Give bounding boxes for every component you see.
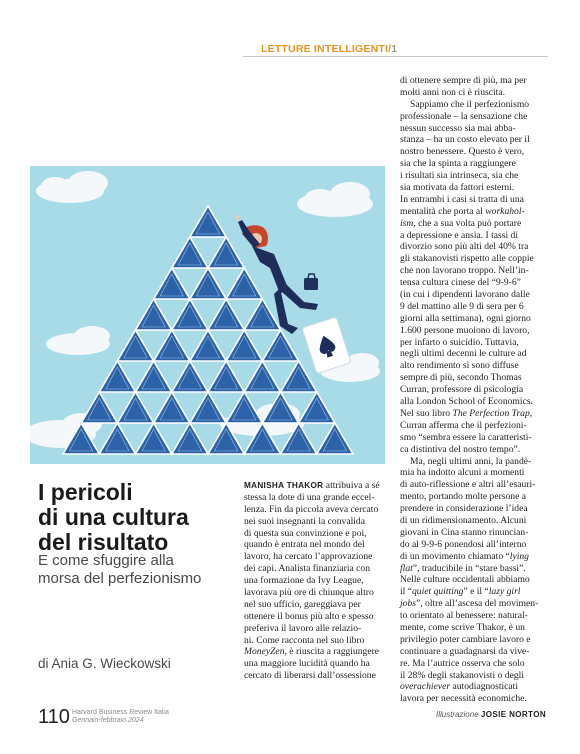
- body-text-run: continuare a guadagnarsi da vive-: [400, 645, 530, 657]
- body-text-run: nessun successo sia mai abba-: [400, 122, 516, 134]
- body-text-line: [400, 241, 550, 253]
- playing-card: [299, 392, 335, 423]
- body-text-line: [400, 313, 550, 325]
- playing-card: [117, 330, 153, 361]
- body-text-run: nel suo ufficio, gareggiava per: [244, 598, 361, 610]
- body-text-line: [400, 646, 550, 658]
- playing-card: [172, 299, 208, 330]
- body-text-line: [400, 265, 550, 277]
- body-text-run: mente, come scrive Thakor, è un: [400, 621, 525, 633]
- body-text-line: [400, 658, 550, 670]
- body-text-line: [400, 123, 550, 135]
- body-text-line: [244, 575, 394, 587]
- body-text-run: negli ultimi decenni le culture ad: [400, 348, 527, 360]
- body-text-run: re. Ma l’autrice osserva che solo: [400, 657, 525, 669]
- body-text-line: [400, 491, 550, 503]
- illustration-credit: [436, 710, 546, 719]
- playing-card: [172, 361, 208, 392]
- article-title: [38, 480, 238, 555]
- body-text-run: The Perfection Trap: [452, 407, 530, 419]
- body-text-run: quando è entrata nel mondo del: [244, 539, 365, 551]
- body-text-line: [400, 408, 550, 420]
- body-text-line: [244, 635, 394, 647]
- body-text-run: cercato di liberarsi dall’ossessione: [244, 670, 376, 682]
- playing-card: [136, 423, 172, 454]
- body-text-run: una maggiore lucidità quando ha: [244, 658, 370, 670]
- body-text-line: [244, 480, 394, 492]
- body-text-line: [400, 503, 550, 515]
- body-text-line: [400, 693, 550, 705]
- article-deck: [38, 552, 238, 588]
- body-text-run: mentalità che porta al: [400, 205, 486, 217]
- body-text-run: nostro benessere. Questo è vero,: [400, 146, 525, 158]
- article-byline: di Ania G. Wieckowski: [38, 656, 171, 671]
- body-text-line: [244, 599, 394, 611]
- body-text-run: per infarto o suicidio. Tuttavia,: [400, 336, 519, 348]
- playing-card: [99, 423, 135, 454]
- body-text-run: dei capi. Analista finanziaria con: [244, 563, 370, 575]
- body-text-run: lavoro, ha cercato l’approvazione: [244, 551, 373, 563]
- body-text-run: Curran afferma che il perfezioni-: [400, 419, 527, 431]
- body-text-run: sia che la spinta a raggiungere: [400, 158, 516, 170]
- playing-card: [208, 237, 244, 268]
- body-text-line: [244, 646, 394, 658]
- publication-name: Harvard Business Review Italia: [72, 709, 169, 716]
- body-text-line: [400, 253, 550, 265]
- body-text-line: [400, 610, 550, 622]
- body-text-run: overachiever: [400, 681, 451, 693]
- body-text-line: [244, 611, 394, 623]
- body-text-line: [400, 111, 550, 123]
- section-separator: /: [388, 43, 392, 55]
- body-text-run: Nel suo libro: [400, 407, 453, 419]
- article-title-line: del risultato: [38, 529, 169, 555]
- body-text-line: [400, 574, 550, 586]
- playing-card: [154, 392, 190, 423]
- body-text-run: flat: [400, 562, 413, 574]
- body-text-run: di un movimento chiamato “: [400, 550, 510, 562]
- body-text-run: a depressione e ansia. I tassi di: [400, 229, 519, 241]
- body-text-line: [400, 467, 550, 479]
- body-text-run: do al 9-9-6 ponendosi all’interno: [400, 538, 527, 550]
- body-text-run: ”, traducibile in “stare bassi”.: [412, 562, 526, 574]
- body-text-line: [400, 681, 550, 693]
- playing-card: [154, 330, 190, 361]
- body-text-line: [400, 622, 550, 634]
- body-text-line: [400, 586, 550, 598]
- body-text-run: workahol-: [485, 205, 525, 217]
- body-text-line: [400, 563, 550, 575]
- article-deck-line: E come sfuggire alla: [38, 552, 174, 569]
- body-text-run: di ottenere sempre di più, ma per: [400, 75, 527, 86]
- body-text-line: [400, 396, 550, 408]
- cloud-icon: [297, 182, 373, 217]
- issue-date: Gennaio-febbraio 2024: [72, 717, 144, 724]
- playing-card: [226, 392, 262, 423]
- body-text-run: lazy girl: [488, 586, 521, 598]
- body-text-line: [400, 598, 550, 610]
- body-text-line: [244, 670, 394, 682]
- playing-card: [226, 268, 262, 299]
- body-text-run: divorzio sono più alti del 40% tra: [400, 241, 529, 253]
- playing-card: [190, 206, 226, 237]
- body-text-run: nei suoi insegnanti la convalida: [244, 515, 365, 527]
- body-text-line: [244, 492, 394, 504]
- body-text-line: [244, 658, 394, 670]
- playing-card: [136, 361, 172, 392]
- body-text-run: 1.600 persone muoiono di lavoro,: [400, 324, 530, 336]
- body-text-run: ni. Come racconta nel suo libro: [244, 634, 365, 646]
- body-column-middle: [244, 480, 394, 682]
- body-text-line: [400, 634, 550, 646]
- body-text-line: [400, 444, 550, 456]
- body-text-line: [400, 539, 550, 551]
- body-text-line: [244, 551, 394, 563]
- body-text-run: to orientato al benessere: natural-: [400, 610, 528, 622]
- playing-card: [190, 268, 226, 299]
- body-text-line: [400, 515, 550, 527]
- header-rule: [243, 56, 548, 57]
- playing-card: [262, 330, 298, 361]
- body-text-line: [400, 372, 550, 384]
- body-text-run: di un ridimensionamento. Alcuni: [400, 514, 527, 526]
- section-label-text: LETTURE INTELLIGENTI: [261, 43, 389, 55]
- body-text-run: stanza – ha un costo elevato per il: [400, 134, 530, 146]
- body-text-run: lavorava più ore di chiunque altro: [244, 587, 374, 599]
- body-text-run: lavora per necessità economiche.: [400, 693, 527, 705]
- house-of-cards-illustration: [30, 166, 385, 464]
- body-text-line: [400, 182, 550, 194]
- body-text-run: di questa sua convinzione e poi,: [244, 527, 367, 539]
- body-text-run: di auto-riflessione e altri all’esauri-: [400, 479, 536, 491]
- body-text-line: [244, 539, 394, 551]
- body-text-run: sempre di più, secondo Thomas: [400, 372, 522, 384]
- playing-card: [81, 392, 117, 423]
- body-text-line: [244, 587, 394, 599]
- body-text-line: [400, 289, 550, 301]
- body-text-run: alla London School of Economics.: [400, 396, 533, 408]
- body-text-line: [400, 551, 550, 563]
- body-text-run: privilegio poter cambiare lavoro e: [400, 633, 531, 645]
- body-text-line: [400, 456, 550, 468]
- body-text-run: , è riuscita a raggiungere: [284, 646, 380, 658]
- cloud-icon: [36, 171, 108, 203]
- playing-card: [208, 361, 244, 392]
- body-text-line: [400, 277, 550, 289]
- body-text-line: [400, 146, 550, 158]
- body-text-run: che non lavorano troppo. Nell’in-: [400, 265, 529, 277]
- body-text-run: In entrambi i casi si tratta di una: [400, 193, 524, 205]
- article-title-line: di una cultura: [38, 504, 189, 530]
- body-text-line: [400, 670, 550, 682]
- body-text-run: mia ha indotto alcuni a momenti: [400, 467, 525, 479]
- body-text-run: alto rendimento si sono diffuse: [400, 360, 519, 372]
- body-text-line: [400, 218, 550, 230]
- body-text-run: ”, oltre all’ascesa del movimen-: [416, 598, 539, 610]
- body-text-run: il “: [400, 586, 412, 598]
- body-text-run: Curran, professore di psicologia: [400, 384, 524, 396]
- body-text-line: [244, 504, 394, 516]
- body-text-run: , che a sua volta può portare: [413, 217, 522, 229]
- body-text-run: sia motivata da fattori esterni.: [400, 182, 515, 194]
- body-text-run: autodiagnosticati: [450, 681, 519, 693]
- body-text-run: quiet quitting: [412, 586, 464, 598]
- body-text-run: preferiva il lavoro alle relazio-: [244, 622, 362, 634]
- body-text-run: lenza. Fin da piccola aveva cercato: [244, 503, 379, 515]
- body-text-line: [244, 516, 394, 528]
- house-of-cards-icon: [30, 166, 385, 464]
- body-text-run: ism: [400, 217, 414, 229]
- body-text-run: Ma, negli ultimi anni, la pandè-: [410, 455, 532, 467]
- body-text-line: [400, 206, 550, 218]
- body-text-run: MoneyZen: [244, 646, 285, 658]
- illustration-credit-name: JOSIE NORTON: [480, 710, 546, 719]
- playing-card: [99, 361, 135, 392]
- body-text-run: gli stakanovisti rispetto alle coppie: [400, 253, 534, 265]
- ace-of-spades-card: [302, 317, 351, 374]
- playing-card: [208, 299, 244, 330]
- body-text-run: professionale – la sensazione che: [400, 110, 528, 122]
- page-number: 110: [38, 706, 70, 728]
- body-text-run: ” e il “: [463, 586, 489, 598]
- playing-card: [172, 423, 208, 454]
- illustration-credit-label: Illustrazione: [435, 710, 479, 719]
- body-text-run: prendere in considerazione l’idea: [400, 503, 528, 515]
- body-text-run: 9 del mattino alle 9 di sera per 6: [400, 300, 524, 312]
- body-text-line: [400, 87, 550, 99]
- body-text-run: attribuiva a sé: [323, 480, 380, 491]
- body-text-line: [244, 623, 394, 635]
- body-text-run: (in cui i dipendenti lavorano dalle: [400, 289, 530, 301]
- body-text-run: Nelle culture occidentali abbiamo: [400, 574, 530, 586]
- body-text-run: il 28% degli stakanovisti o degli: [400, 669, 524, 681]
- playing-card: [244, 361, 280, 392]
- body-text-run: lying: [509, 550, 529, 562]
- body-text-line: [400, 479, 550, 491]
- body-text-line: [400, 384, 550, 396]
- body-text-run: una formazione da Ivy League,: [244, 575, 364, 587]
- body-text-run: jobs: [400, 598, 416, 610]
- body-text-line: [400, 75, 550, 87]
- playing-card: [172, 237, 208, 268]
- playing-card: [136, 299, 172, 330]
- body-text-run: mento, portando molte persone a: [400, 491, 527, 503]
- playing-card: [317, 423, 353, 454]
- article-deck-line: morsa del perfezionismo: [38, 570, 202, 587]
- body-text-run: molti anni non ci è riuscita.: [400, 86, 505, 98]
- body-text-line: [400, 527, 550, 539]
- body-text-run: tensa cultura cinese del “9-9-6”: [400, 277, 521, 289]
- article-title-line: I pericoli: [38, 479, 133, 505]
- playing-card: [226, 330, 262, 361]
- playing-card: [154, 268, 190, 299]
- body-text-run: ca distintiva del nostro tempo”.: [400, 443, 521, 455]
- playing-card: [190, 392, 226, 423]
- body-text-line: [400, 194, 550, 206]
- body-column-right: [400, 75, 550, 705]
- body-text-line: [244, 563, 394, 575]
- body-text-run: ,: [529, 407, 533, 419]
- playing-card: [117, 392, 153, 423]
- body-text-run: giorni alla settimana), ogni giorno: [400, 312, 531, 324]
- body-text-run: smo “sembra essere la caratteristi-: [400, 431, 532, 443]
- body-text-run: stessa la dote di una grande eccel-: [244, 491, 375, 503]
- body-text-line: [400, 134, 550, 146]
- body-text-run: i risultati sia intrinseca, sia che: [400, 170, 519, 182]
- section-number: 1: [391, 43, 398, 55]
- body-text-line: [400, 170, 550, 182]
- body-text-line: [400, 230, 550, 242]
- body-text-line: [400, 301, 550, 313]
- body-text-line: [400, 432, 550, 444]
- body-text-line: [400, 420, 550, 432]
- section-label: [261, 43, 401, 55]
- body-text-line: [400, 158, 550, 170]
- body-text-line: [400, 99, 550, 111]
- playing-card: [281, 361, 317, 392]
- body-text-run: giovani in Cina stanno rinuncian-: [400, 526, 529, 538]
- body-text-run: MANISHA THAKOR: [244, 481, 324, 490]
- body-text-run: Sappiamo che il perfezionismo: [410, 98, 530, 110]
- body-text-line: [400, 325, 550, 337]
- body-text-line: [400, 337, 550, 349]
- body-text-run: ottenere il bonus più alto e spesso: [244, 610, 374, 622]
- playing-card: [190, 330, 226, 361]
- playing-card: [244, 299, 280, 330]
- body-text-line: [400, 348, 550, 360]
- body-text-line: [400, 360, 550, 372]
- cloud-icon: [46, 326, 110, 355]
- body-text-line: [244, 528, 394, 540]
